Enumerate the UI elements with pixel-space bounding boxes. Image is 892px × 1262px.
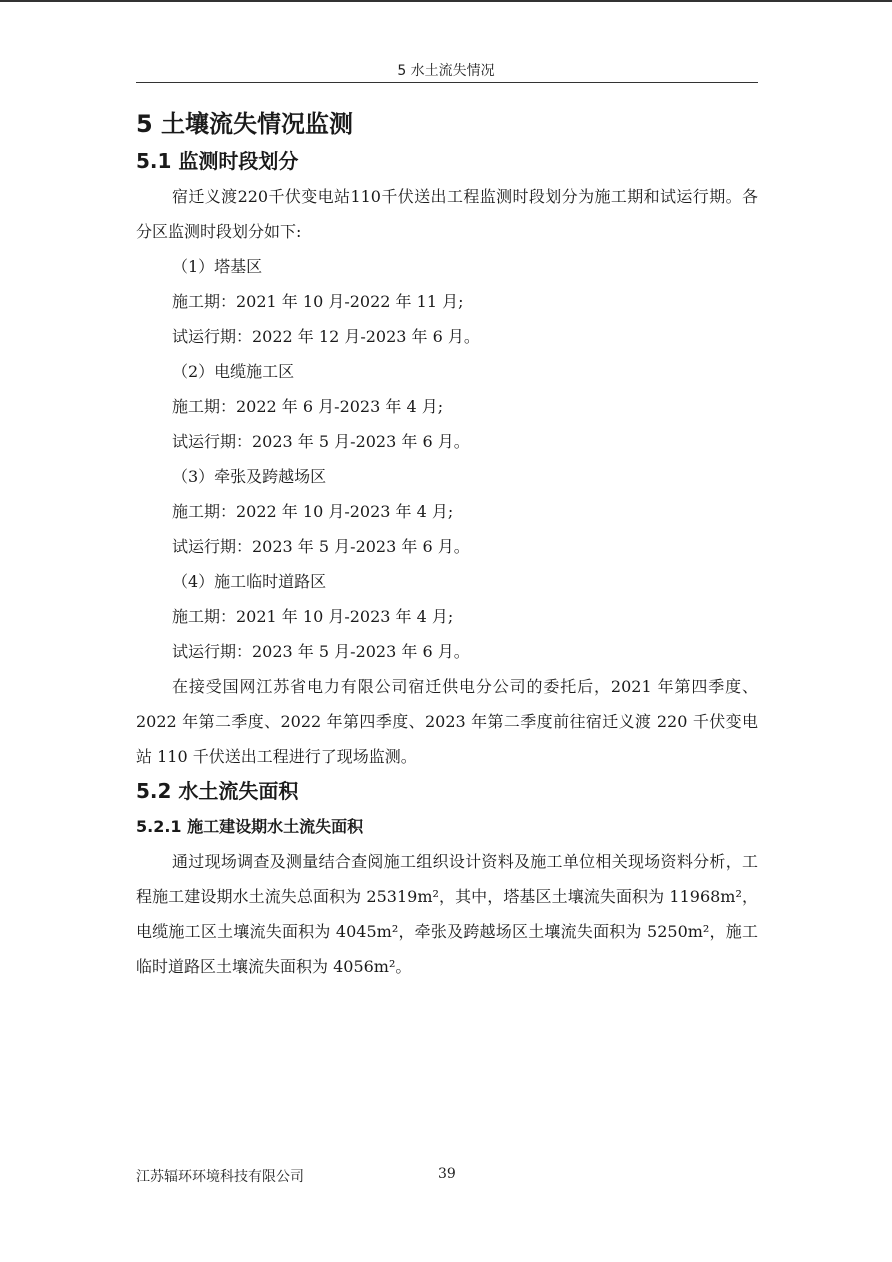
section-5-2-title: 5.2 水土流失面积	[136, 779, 299, 803]
zone-4-name: （4）施工临时道路区	[172, 572, 327, 591]
section-5-1-intro: 宿迁义渡220千伏变电站110千伏送出工程监测时段划分为施工期和试运行期。各分区监测时段划分如下:	[136, 187, 758, 241]
header-rule	[136, 82, 758, 83]
zone-4-trial-period: 试运行期：2023 年 5 月-2023 年 6 月。	[172, 642, 470, 661]
zone-3-build-period: 施工期：2022 年 10 月-2023 年 4 月;	[172, 502, 454, 521]
page-number: 39	[438, 1166, 456, 1182]
zone-1-trial-period: 试运行期：2022 年 12 月-2023 年 6 月。	[172, 327, 480, 346]
page-content	[136, 104, 758, 984]
running-header: 5 水土流失情况	[397, 63, 495, 79]
zone-2-build-period: 施工期：2022 年 6 月-2023 年 4 月;	[172, 397, 444, 416]
section-5-1-title: 5.1 监测时段划分	[136, 149, 299, 173]
chapter-title: 5 土壤流失情况监测	[136, 110, 354, 138]
section-5-2-1-body: 通过现场调查及测量结合查阅施工组织设计资料及施工单位相关现场资料分析，工程施工建设期水土流失总面积为 25319m²，其中，塔基区土壤流失面积为 11968m²，电缆施工区土壤流失面积为 4045m²，牵张及跨越场区土壤流失面积为 5250m²，施工临时道路区土壤流失面积为 4056m²。	[136, 852, 758, 976]
zone-3-trial-period: 试运行期：2023 年 5 月-2023 年 6 月。	[172, 537, 470, 556]
section-5-2-1-title: 5.2.1 施工建设期水土流失面积	[136, 817, 364, 836]
footer-company: 江苏辐环环境科技有限公司	[136, 1169, 304, 1185]
zone-3-name: （3）牵张及跨越场区	[172, 467, 327, 486]
zone-2-trial-period: 试运行期：2023 年 5 月-2023 年 6 月。	[172, 432, 470, 451]
zone-2-name: （2）电缆施工区	[172, 362, 295, 381]
zone-1-build-period: 施工期：2021 年 10 月-2022 年 11 月;	[172, 292, 464, 311]
section-5-1-closing: 在接受国网江苏省电力有限公司宿迁供电分公司的委托后，2021 年第四季度、2022 年第二季度、2022 年第四季度、2023 年第二季度前往宿迁义渡 220 千伏变电站 110 千伏送出工程进行了现场监测。	[136, 677, 758, 766]
zone-4-build-period: 施工期：2021 年 10 月-2023 年 4 月;	[172, 607, 454, 626]
page-top-border	[0, 0, 892, 2]
zone-1-name: （1）塔基区	[172, 257, 263, 276]
